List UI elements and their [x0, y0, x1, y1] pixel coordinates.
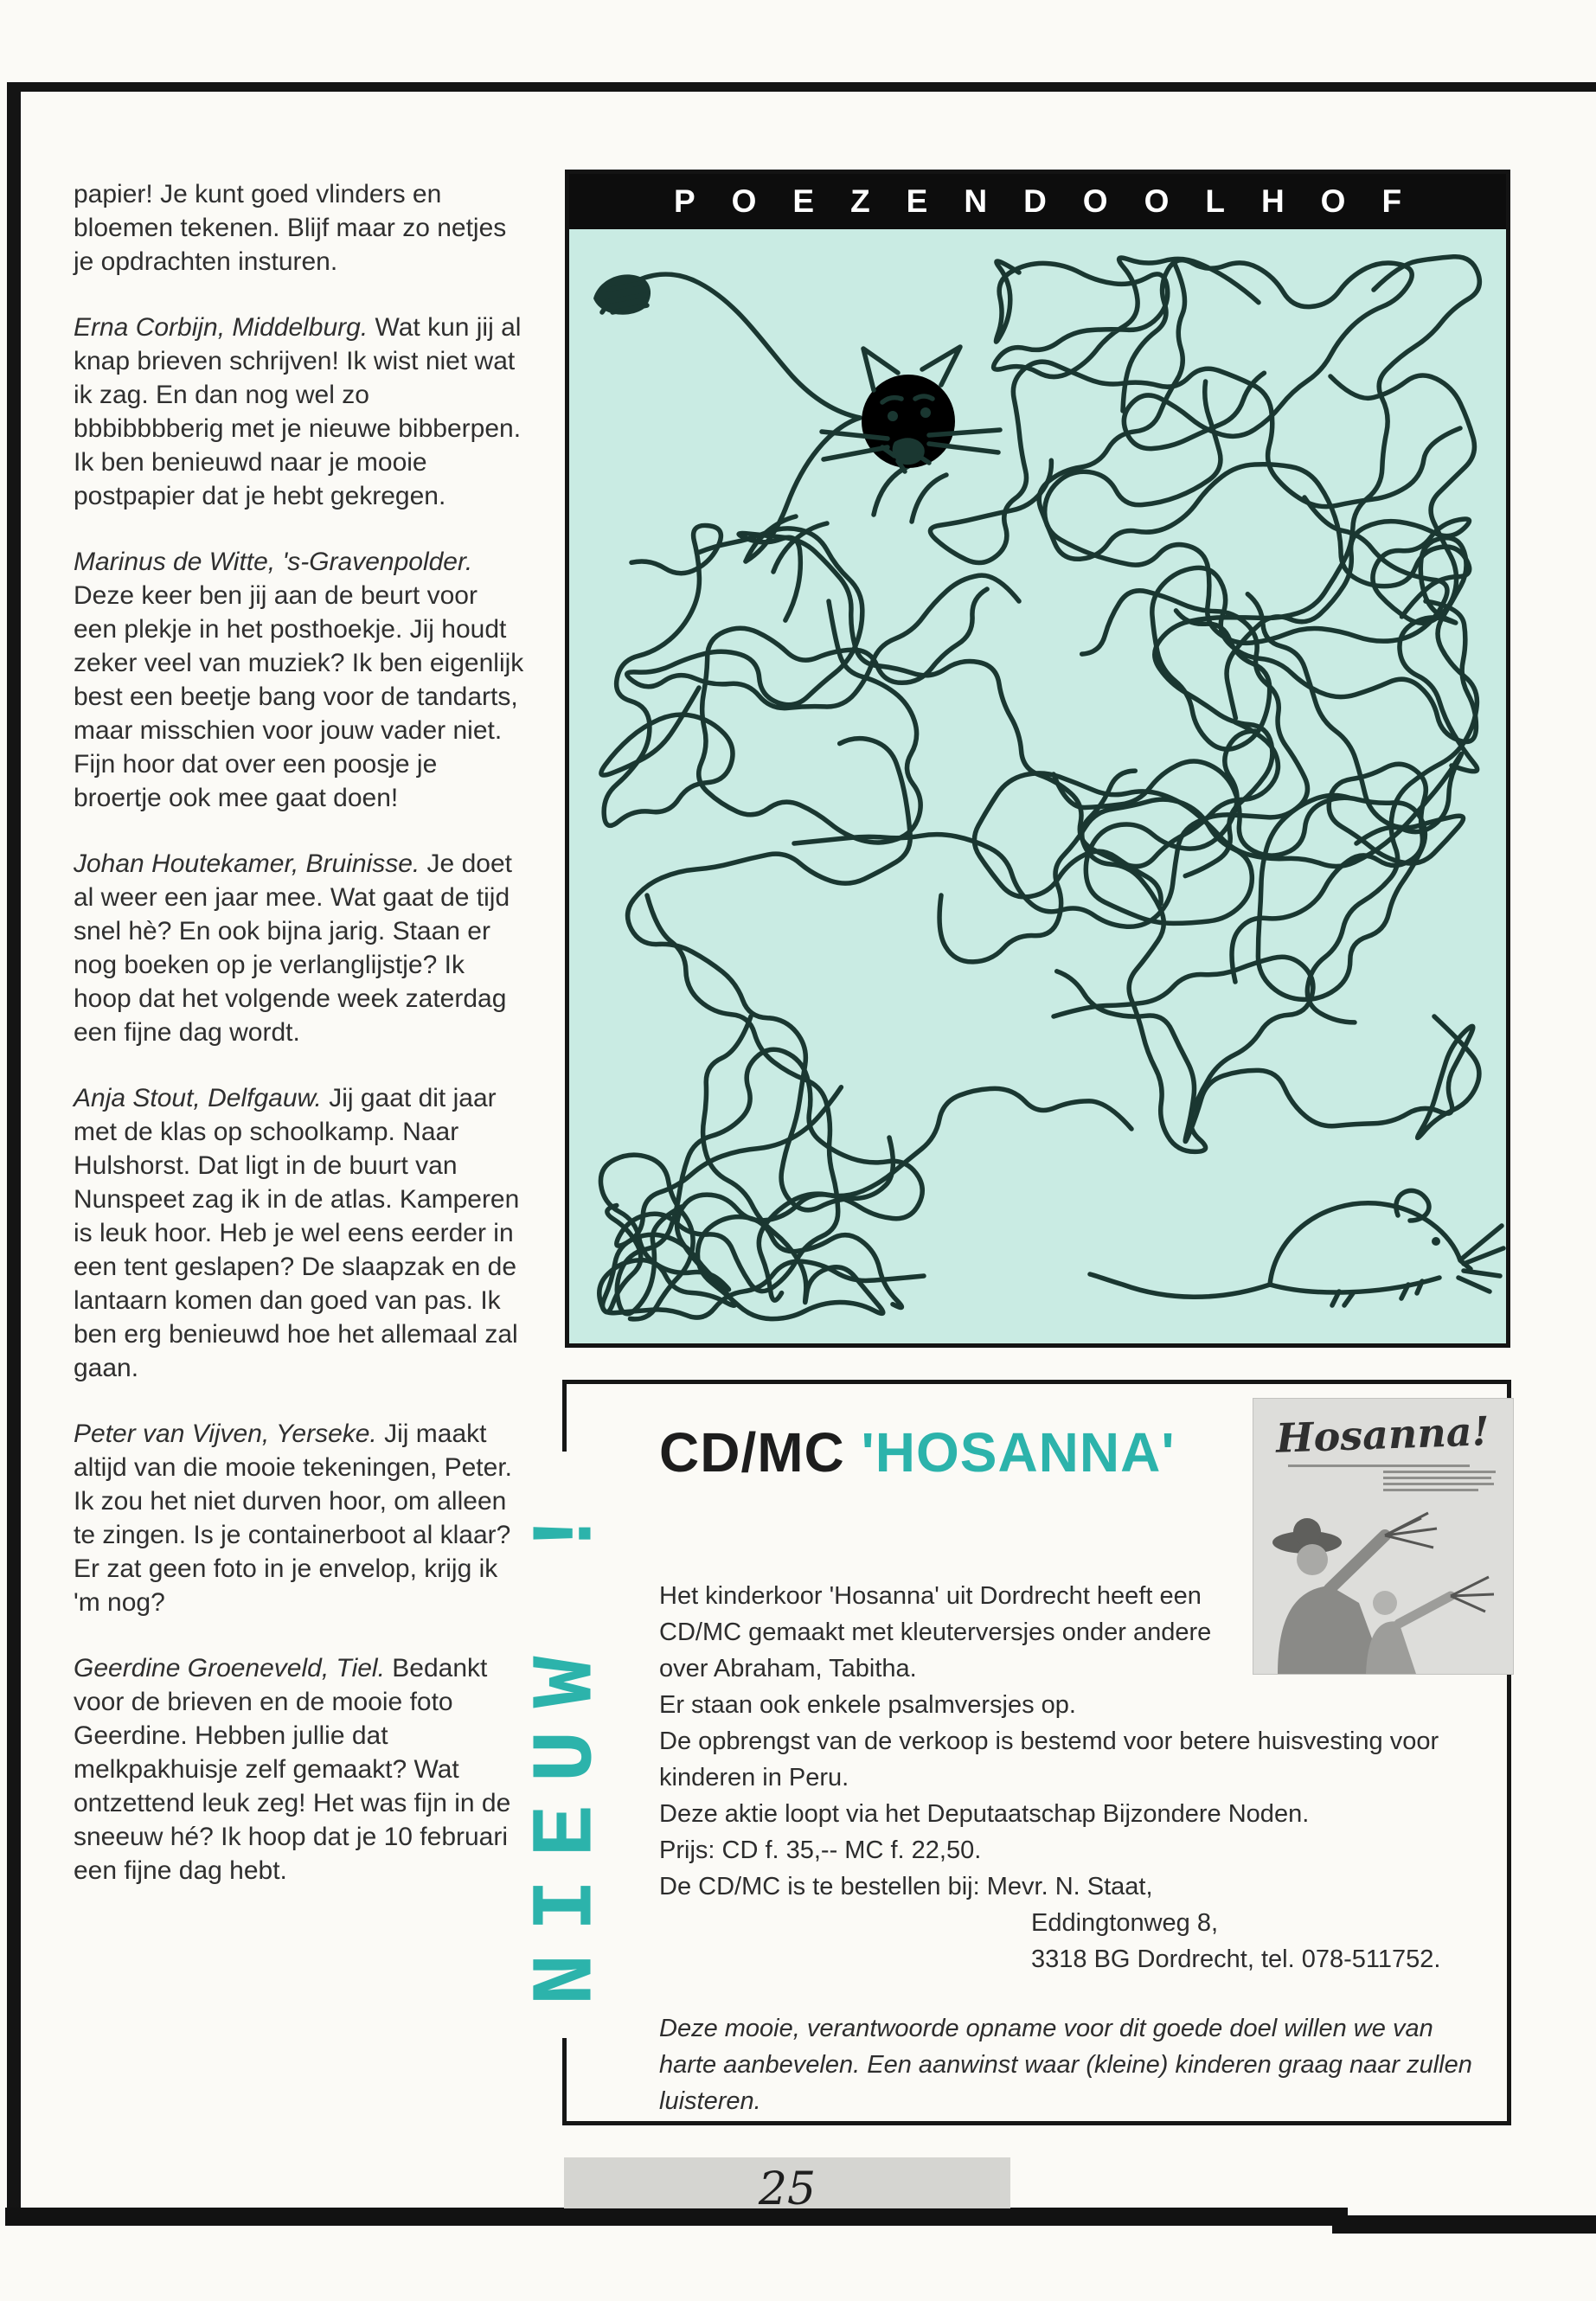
letter-text: Wat kun jij al knap brieven schrijven! Ik wist niet wat ik zag. En dan nog wel zo bbbibbbberig met je nieuwe bibberpen. Ik ben benieuwd naar je mooie postpapier dat je hebt gekregen.: [74, 313, 522, 510]
letter-sender: Johan Houtekamer, Bruinisse.: [74, 849, 420, 878]
article-line: De CD/MC is te bestellen bij: Mevr. N. Staat,: [659, 1873, 1153, 1900]
article-note: Deze mooie, verantwoorde opname voor dit goede doel willen we van harte aanbevelen. Een aanwinst waar (kleine) kinderen graag naar zullen luisteren.: [659, 2015, 1472, 2115]
letter-sender: Erna Corbijn, Middelburg.: [74, 313, 369, 342]
top-rule: [7, 82, 1596, 92]
cd-cover-smalltext: [1288, 1465, 1496, 1491]
letter-text: Jij gaat dit jaar met de klas op schoolkamp. Naar Hulshorst. Dat ligt in de buurt van Nunspeet zag ik in de atlas. Kamperen is leuk hoor. Heb je wel eens eerder in een tent geslapen? De slaapzak en de lantaarn komen dan goed van pas. Ik ben erg benieuwd hoe het allemaal zal gaan.: [74, 1084, 520, 1382]
bottom-rule: [5, 2208, 1348, 2226]
letter-paragraph: [74, 1081, 525, 1385]
letter-paragraph: [74, 1651, 525, 1888]
letter-sender: Geerdine Groeneveld, Tiel.: [74, 1654, 385, 1682]
letter-sender: Marinus de Witte, 's-Gravenpolder.: [74, 548, 473, 576]
article-line: Het kinderkoor 'Hosanna' uit Dordrecht heeft een CD/MC gemaakt met kleuterversjes onder andere over Abraham, Tabitha.: [659, 1582, 1212, 1682]
left-rule: [7, 82, 21, 2217]
maze-illustration: [569, 229, 1506, 1343]
nieuw-label: NIEUW !: [519, 1484, 618, 2006]
maze-lines: [599, 257, 1480, 1319]
article-title-prefix: CD/MC: [659, 1421, 862, 1484]
article-line: De opbrengst van de verkoop is bestemd voor betere huisvesting voor kinderen in Peru.: [659, 1727, 1439, 1791]
letter-text: Deze keer ben jij aan de beurt voor een plekje in het posthoekje. Jij houdt zeker veel van muziek? Ik ben eigenlijk best een beetje bang voor de tandarts, maar misschien voor jouw vader niet. Fijn hoor dat over een poosje je broertje ook mee gaat doen!: [74, 581, 524, 812]
article-line: Deze aktie loopt via het Deputaatschap Bijzondere Noden.: [659, 1800, 1310, 1828]
letters-column: [74, 177, 525, 1920]
letter-paragraph: [74, 847, 525, 1049]
letter-paragraph: [74, 545, 525, 815]
article-title-name: 'HOSANNA': [861, 1421, 1176, 1484]
letter-sender: Anja Stout, Delfgauw.: [74, 1084, 322, 1112]
letter-paragraph: [74, 311, 525, 513]
article-title: [659, 1420, 1176, 1484]
mouse-drawing: [1090, 1190, 1503, 1305]
letter-text: Bedankt voor de brieven en de mooie foto Geerdine. Hebben jullie dat melkpakhuisje zelf gemaakt? Wat ontzettend leuk zeg! Het was fijn in de sneeuw hé? Ik hoop dat je 10 februari een fijne dag hebt.: [74, 1654, 511, 1885]
cd-cover-illustration: [1253, 1509, 1513, 1674]
letter-paragraph: [74, 1417, 525, 1619]
maze-box: [565, 170, 1510, 1348]
letter-text: Jij maakt altijd van die mooie tekeningen, Peter. Ik zou het niet durven hoor, om alleen te zingen. Is je containerboot al klaar? Er zat geen foto in je envelop, krijg ik 'm nog?: [74, 1420, 512, 1617]
page-number: 25: [758, 2163, 817, 2215]
letter-text: papier! Je kunt goed vlinders en bloemen tekenen. Blijf maar zo netjes je opdrachten insturen.: [74, 180, 507, 276]
cd-cover-title: Hosanna!: [1275, 1407, 1490, 1462]
article-line: Prijs: CD f. 35,-- MC f. 22,50.: [659, 1836, 982, 1864]
letter-sender: Peter van Vijven, Yerseke.: [74, 1420, 377, 1448]
letter-text: Je doet al weer een jaar mee. Wat gaat de tijd snel hè? En ook bijna jarig. Staan er nog boeken op je verlanglijstje? Ik hoop dat het volgende week zaterdag een fijne dag wordt.: [74, 849, 512, 1047]
maze-title: POEZENDOOLHOF: [569, 174, 1506, 229]
article-address-line: 3318 BG Dordrecht, tel. 078-511752.: [1031, 1945, 1441, 1973]
bottom-rule: [1332, 2215, 1596, 2234]
article-address-line: Eddingtonweg 8,: [1031, 1909, 1219, 1937]
nieuw-banner: [516, 1452, 621, 2038]
letter-paragraph: [74, 177, 525, 279]
article-line: Er staan ook enkele psalmversjes op.: [659, 1691, 1076, 1719]
cd-cover-image: [1253, 1398, 1514, 1675]
page-number-bar: [564, 2157, 1010, 2215]
